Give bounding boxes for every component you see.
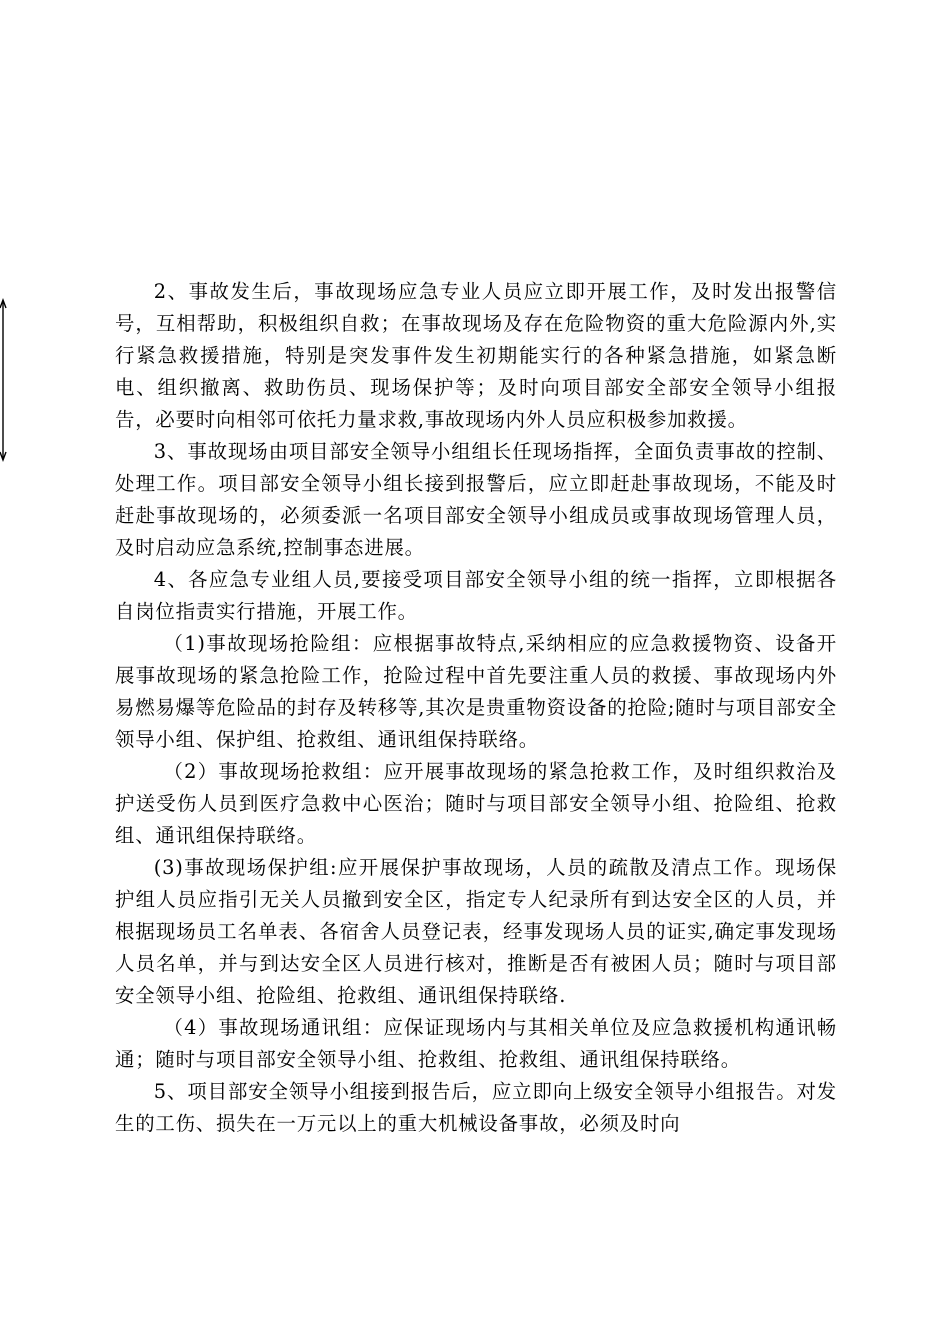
document-body — [115, 276, 837, 1140]
paragraph-item-5: 5、项目部安全领导小组接到报告后，应立即向上级安全领导小组报告。对发生的工伤、损失在一万元以上的重大机械设备事故，必须及时向 — [115, 1080, 837, 1135]
paragraph-item-4: 4、各应急专业组人员,要接受项目部安全领导小组的统一指挥，立即根据各自岗位指责实行措施，开展工作。 — [115, 568, 837, 623]
paragraph-rescue-team: （1)事故现场抢险组：应根据事故特点,采纳相应的应急救援物资、设备开展事故现场的紧急抢险工作，抢险过程中首先要注重人员的救援、事故现场内外易燃易爆等危险品的封存及转移等,其次是贵重物资设备的抢险;随时与项目部安全领导小组、保护组、抢救组、通讯组保持联络。 — [115, 632, 837, 751]
paragraph-first-aid-team: （2）事故现场抢救组：应开展事故现场的紧急抢救工作，及时组织救治及护送受伤人员到医疗急救中心医治；随时与项目部安全领导小组、抢险组、抢救组、通讯组保持联络。 — [115, 760, 837, 847]
paragraph-item-3: 3、事故现场由项目部安全领导小组组长任现场指挥，全面负责事故的控制、处理工作。项目部安全领导小组长接到报警后，应立即赶赴事故现场，不能及时赶赴事故现场的，必须委派一名项目部安全领导小组成员或事故现场管理人员，及时启动应急系统,控制事态进展。 — [115, 440, 837, 559]
margin-bracket-mark — [0, 298, 10, 462]
paragraph-item-2: 2、事故发生后，事故现场应急专业人员应立即开展工作，及时发出报警信号，互相帮助，积极组织自救；在事故现场及存在危险物资的重大危险源内外,实行紧急救援措施，特别是突发事件发生初期能实行的各种紧急措施，如紧急断电、组织撤离、救助伤员、现场保护等；及时向项目部安全部安全领导小组报告，必要时向相邻可依托力量求救,事故现场内外人员应积极参加救援。 — [115, 280, 837, 431]
paragraph-protection-team: (3)事故现场保护组:应开展保护事故现场，人员的疏散及清点工作。现场保护组人员应指引无关人员撤到安全区，指定专人纪录所有到达安全区的人员，并根据现场员工名单表、各宿舍人员登记表，经事发现场人员的证实,确定事发现场人员名单，并与到达安全区人员进行核对，推断是否有被困人员；随时与项目部安全领导小组、抢险组、抢救组、通讯组保持联络. — [115, 856, 837, 1007]
paragraph-communication-team: （4）事故现场通讯组：应保证现场内与其相关单位及应急救援机构通讯畅通；随时与项目部安全领导小组、抢救组、抢救组、通讯组保持联络。 — [115, 1016, 837, 1071]
